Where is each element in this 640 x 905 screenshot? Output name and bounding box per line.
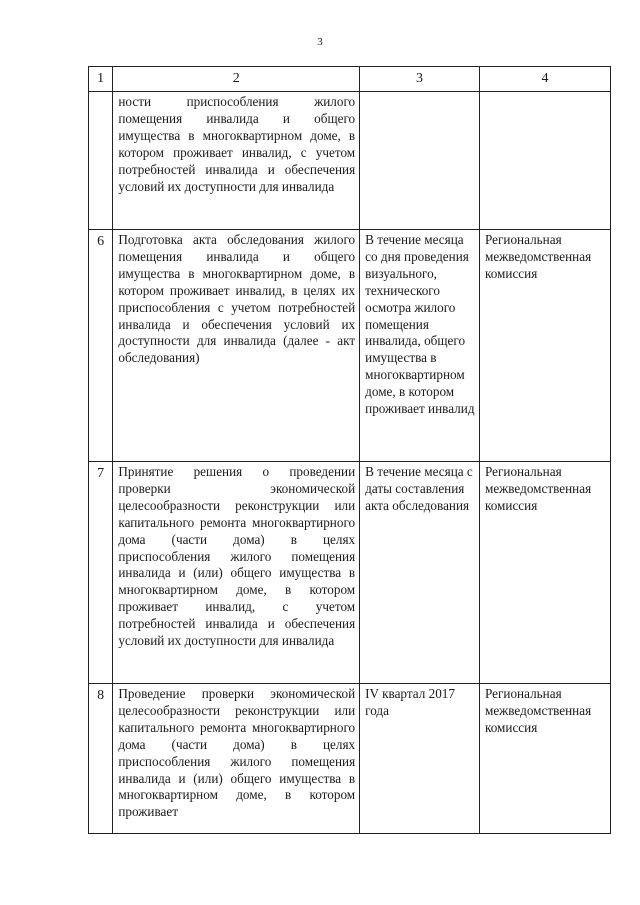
action-cell [113, 92, 360, 230]
action-text: Принятие решения о проведении проверки экономической целесообразности реконструкции или капитального ремонта многоквартирного дома (части дома) в целях приспособления жилого помещения инвалида и (или) общего имущества в многоквартирном доме, в котором проживает инвалид, с учетом потребностей инвалида и обеспечения условий их доступности для инвалида [118, 464, 356, 649]
executor-text [480, 92, 610, 96]
executor-cell [479, 92, 610, 230]
deadline-text: В течение месяца с даты составления акта обследования [365, 464, 473, 513]
table-row [89, 462, 611, 684]
table-row [89, 92, 611, 230]
action-text: Проведение проверки экономической целесообразности реконструкции или капитального ремонта многоквартирного дома (части дома) в целях приспособления жилого помещения инвалида и (или) общего имущества в многоквартирном доме, в котором проживает [118, 686, 356, 820]
deadline-text: В течение месяца со дня проведения визуального, технического осмотра жилого помещения инвалида, общего имущества в многоквартирном доме, в котором проживает инвалид [365, 232, 475, 417]
deadline-text: IV квартал 2017 года [365, 686, 455, 718]
deadline-cell [360, 684, 480, 834]
header-col-3: 3 [360, 67, 480, 92]
deadline-cell [360, 462, 480, 684]
action-cell [113, 684, 360, 834]
action-cell [113, 230, 360, 462]
executor-cell [479, 684, 610, 834]
action-text: Подготовка акта обследования жилого помещения инвалида и общего имущества в многоквартирном доме, в котором проживает инвалид, в целях их приспособления с учетом потребностей инвалида и обеспечения условий их доступности для инвалида (далее - акт обследования) [118, 232, 356, 366]
action-plan-table [88, 66, 611, 834]
deadline-cell [360, 92, 480, 230]
row-number: 8 [89, 684, 113, 834]
row-number [89, 92, 113, 230]
executor-text: Региональная межведомственная комиссия [484, 232, 592, 281]
table-row [89, 684, 611, 834]
executor-text: Региональная межведомственная комиссия [484, 686, 592, 735]
row-number: 6 [89, 230, 113, 462]
deadline-text [360, 92, 479, 96]
table-row [89, 230, 611, 462]
action-text: ности приспособления жилого помещения инвалида и общего имущества в многоквартирном доме, в котором проживает инвалид, с учетом потребностей инвалида и обеспечения условий их доступности для инвалида [118, 94, 356, 194]
executor-cell [479, 462, 610, 684]
executor-cell [479, 230, 610, 462]
row-number: 7 [89, 462, 113, 684]
deadline-cell [360, 230, 480, 462]
table-header-row [89, 67, 611, 92]
executor-text: Региональная межведомственная комиссия [484, 464, 592, 513]
header-col-4: 4 [479, 67, 610, 92]
header-col-2: 2 [113, 67, 360, 92]
header-col-1: 1 [89, 67, 113, 92]
page-number: 3 [317, 36, 323, 48]
action-cell [113, 462, 360, 684]
